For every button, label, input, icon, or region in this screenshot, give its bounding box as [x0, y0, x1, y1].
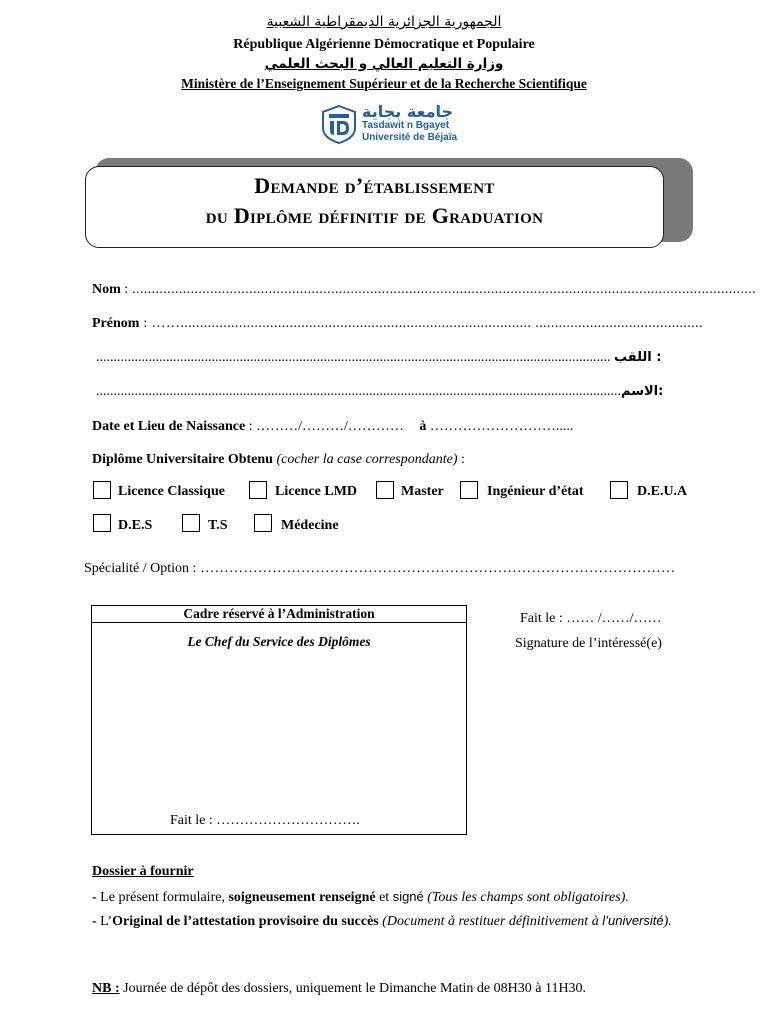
- diplome-label: Diplôme Universitaire Obtenu: [92, 452, 273, 467]
- naissance-dots: : ………/………/…………: [245, 419, 408, 434]
- nb-label: NB :: [92, 981, 120, 996]
- nom-dots: ................................................................................................................................................................: [128, 282, 757, 297]
- admin-chef-service: Le Chef du Service des Diplômes: [187, 634, 371, 649]
- header-arabic-ministry: وزارة التعليم العالي و البحث العلمي: [264, 56, 504, 72]
- dossier-item-2-text-d: l’université: [602, 913, 664, 928]
- checkbox-licence-classique[interactable]: [93, 481, 111, 499]
- university-logo-icon: [321, 104, 357, 144]
- specialite-label: Spécialité / Option :: [84, 561, 197, 576]
- dossier-item-2-text-a: L’: [100, 914, 113, 929]
- field-ism[interactable]: [96, 384, 663, 400]
- checkbox-ts[interactable]: [182, 514, 200, 532]
- option-medecine: Médecine: [281, 518, 339, 533]
- dossier-item-1-text-e: (Tous les champs sont obligatoires).: [423, 890, 629, 905]
- laqab-label: اللقب :: [614, 350, 662, 365]
- dossier-item-2-dash: -: [92, 914, 101, 929]
- dossier-title: Dossier à fournir: [92, 864, 194, 879]
- diplome-hint: (cocher la case correspondante): [276, 452, 458, 467]
- dossier-item-1-text-c: et: [375, 890, 393, 905]
- option-licence-classique: Licence Classique: [118, 484, 225, 499]
- field-laqab[interactable]: [96, 350, 662, 366]
- checkbox-deua[interactable]: [610, 481, 628, 499]
- dossier-item-2-text-b: Original de l’attestation provisoire du succès: [112, 914, 379, 929]
- logo-arabic-text: جامعة بجاية: [362, 102, 454, 121]
- title-line-2: du Diplôme définitif de Graduation: [205, 203, 544, 228]
- header-arabic-republic: الجمهورية الجزائرية الديمقراطية الشعبية: [266, 14, 502, 30]
- dossier-item-1-text-d: signé: [392, 889, 424, 904]
- ism-dots: ......................................................................................................................................................: [96, 384, 621, 399]
- fait-le-date[interactable]: Fait le : …… /……/……: [520, 611, 662, 626]
- signature-label: Signature de l’intéressé(e): [515, 636, 662, 651]
- dossier-item-1-text-a: Le présent formulaire,: [100, 890, 229, 905]
- checkbox-medecine[interactable]: [254, 514, 272, 532]
- dossier-item-1: [92, 889, 629, 906]
- checkbox-master[interactable]: [376, 481, 394, 499]
- naissance-label: Date et Lieu de Naissance: [92, 419, 246, 434]
- nom-separator: :: [120, 282, 129, 297]
- ism-label: الاسم:: [621, 384, 664, 399]
- option-ingenieur: Ingénieur d’état: [487, 484, 584, 499]
- dossier-item-1-text-b: soigneusement renseigné: [228, 890, 376, 905]
- nb-note: [92, 981, 586, 997]
- admin-box-header: Cadre réservé à l’Administration: [91, 605, 467, 623]
- prenom-dots: : …….......................................................................................... ...........................................: [139, 316, 703, 331]
- naissance-lieu-dots: ……………………….....: [426, 419, 574, 434]
- title-box: [85, 166, 664, 248]
- field-prenom[interactable]: [92, 316, 703, 332]
- checkbox-des[interactable]: [93, 514, 111, 532]
- option-licence-lmd: Licence LMD: [275, 484, 358, 499]
- dossier-item-2-text-c: (Document à restituer définitivement à: [378, 914, 603, 929]
- diplome-colon: :: [457, 452, 465, 467]
- checkbox-licence-lmd[interactable]: [249, 481, 267, 499]
- option-des: D.E.S: [118, 518, 153, 533]
- field-specialite[interactable]: [84, 561, 675, 577]
- option-master: Master: [401, 484, 444, 499]
- option-ts: T.S: [208, 518, 228, 533]
- field-nom[interactable]: [92, 282, 756, 298]
- field-naissance[interactable]: [92, 419, 573, 435]
- nb-text: Journée de dépôt des dossiers, uniquement le Dimanche Matin de 08H30 à 11H30.: [119, 981, 587, 996]
- header-french-republic: République Algérienne Démocratique et Populaire: [233, 37, 535, 52]
- logo-tamazight-text: Tasdawit n Bgayet: [362, 120, 450, 131]
- admin-fait-le: Fait le : ………………………….: [170, 813, 360, 828]
- title-line-1: Demande d’établissement: [254, 173, 495, 198]
- laqab-dots: ...................................................................................................................................................: [96, 350, 611, 365]
- naissance-a: à: [419, 419, 427, 434]
- checkbox-ingenieur[interactable]: [460, 481, 478, 499]
- dossier-item-2-text-e: ).: [663, 914, 672, 929]
- logo-french-text: Université de Béjaïa: [362, 132, 458, 143]
- diplome-question: [92, 452, 465, 468]
- specialite-dots: ………………………………………………………………………………………: [196, 561, 676, 576]
- dossier-item-2: [92, 913, 672, 930]
- option-deua: D.E.U.A: [637, 484, 688, 499]
- prenom-label: Prénom: [92, 316, 140, 331]
- nom-label: Nom: [92, 282, 121, 297]
- dossier-item-1-dash: -: [92, 890, 101, 905]
- header-french-ministry: Ministère de l’Enseignement Supérieur et de la Recherche Scientifique: [181, 76, 587, 91]
